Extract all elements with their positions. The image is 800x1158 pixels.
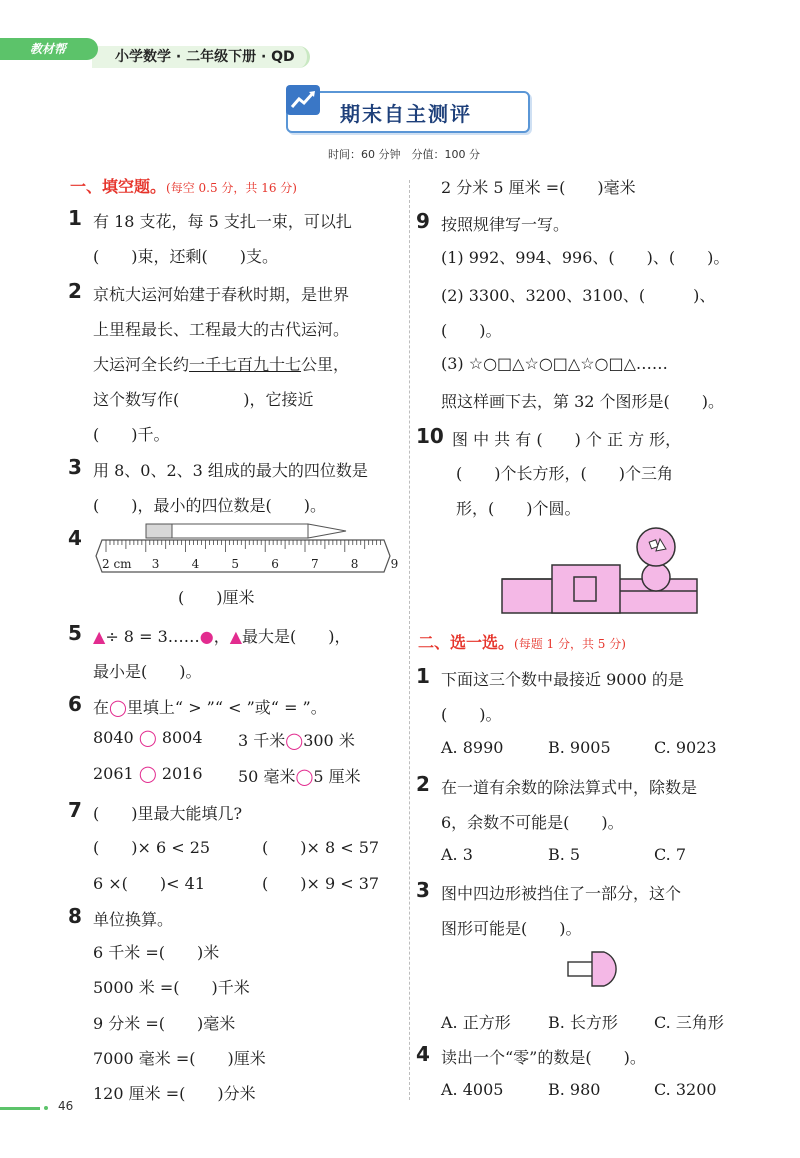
page-number: 46 — [58, 1099, 74, 1113]
ruler-label: 7 — [311, 557, 319, 571]
q7-line1: ( )里最大能填几? — [93, 804, 243, 823]
s2-q3-number: 3 — [416, 878, 430, 902]
q3-number: 3 — [68, 455, 82, 479]
option-a[interactable]: A. 4005 — [441, 1080, 504, 1099]
s2-q1-line1: 下面这三个数中最接近 9000 的是 — [441, 670, 684, 689]
q2-line4: 这个数写作( )，它接近 — [93, 390, 314, 409]
q7-r2b: ( )× 9 < 37 — [262, 874, 380, 893]
q7-number: 7 — [68, 798, 82, 822]
triangle-icon: ▲ — [93, 627, 106, 646]
option-c[interactable]: C. 三角形 — [654, 1013, 724, 1032]
s2-q3-line2: 图形可能是( )。 — [441, 919, 582, 938]
s2-q4-line1: 读出一个“零”的数是( )。 — [441, 1048, 646, 1067]
s2-q2-line2: 6，余数不可能是( )。 — [441, 813, 624, 832]
s2-q2-number: 2 — [416, 772, 430, 796]
q5-number: 5 — [68, 621, 82, 645]
circle-icon: ◯ — [285, 731, 304, 750]
ruler-pencil-figure — [92, 520, 399, 582]
option-b[interactable]: B. 5 — [548, 845, 581, 864]
s2-q1-number: 1 — [416, 664, 430, 688]
q8-item: 7000 毫米 =( )厘米 — [93, 1049, 266, 1068]
underlined-number: 一千七百九十七 — [189, 355, 302, 374]
dot-icon: ● — [199, 627, 214, 646]
q8-item: 6 千米 =( )米 — [93, 943, 220, 962]
q5-line2: 最小是( )。 — [93, 662, 202, 681]
q9-number: 9 — [416, 209, 430, 233]
page-title: 期末自主测评 — [340, 102, 472, 126]
circle-icon: ◯ — [138, 764, 157, 783]
q6-row2b: 50 毫米◯5 厘米 — [238, 767, 361, 786]
q7-r1a: ( )× 6 < 25 — [93, 838, 211, 857]
q6-row2: 2061 ◯ 2016 — [93, 764, 203, 783]
ruler-icon — [96, 540, 390, 572]
q10-line2: ( )个长方形，( )个三角 — [456, 464, 673, 483]
triangle-icon: ▲ — [229, 627, 243, 646]
s2-q2-line1: 在一道有余数的除法算式中，除数是 — [441, 778, 698, 797]
pencil-icon — [146, 524, 346, 538]
chart-trend-icon — [286, 85, 320, 115]
time-score: 时间：60 分钟 分值：100 分 — [328, 148, 480, 161]
q9-line5: (3) ☆○□△☆○□△☆○□△…… — [441, 354, 668, 373]
footer-dot — [44, 1106, 48, 1110]
option-b[interactable]: B. 长方形 — [548, 1013, 618, 1032]
q9-line6: 照这样画下去，第 32 个图形是( )。 — [441, 392, 725, 411]
ruler-label: 6 — [271, 557, 279, 571]
q8-number: 8 — [68, 904, 82, 928]
q8-item: 5000 米 =( )千米 — [93, 978, 250, 997]
q3-line2: ( )，最小的四位数是( )。 — [93, 496, 326, 515]
q8-line1: 单位换算。 — [93, 910, 174, 929]
q7-r1b: ( )× 8 < 57 — [262, 838, 380, 857]
hidden-quadrilateral-figure — [564, 948, 626, 988]
ruler-label: 2 cm — [102, 557, 132, 571]
s2-q4-number: 4 — [416, 1042, 430, 1066]
option-c[interactable]: C. 3200 — [654, 1080, 717, 1099]
option-a[interactable]: A. 正方形 — [441, 1013, 511, 1032]
s2-q3-line1: 图中四边形被挡住了一部分，这个 — [441, 884, 682, 903]
q1-number: 1 — [68, 206, 82, 230]
q7-r2a: 6 ×( )< 41 — [93, 874, 206, 893]
q10-shapes-figure — [500, 525, 700, 617]
q1-line1: 有 18 支花，每 5 支扎一束，可以扎 — [93, 212, 352, 231]
q2-line3: 大运河全长约一千七百九十七公里， — [93, 355, 350, 374]
q9-line3: (2) 3300、3200、3100、( )、 — [441, 286, 716, 305]
footer-bar — [0, 1107, 40, 1110]
section-1-heading: 一、填空题。(每空 0.5 分，共 16 分) — [70, 177, 297, 196]
q6-row1: 8040 ◯ 8004 — [93, 728, 203, 747]
q3-line1: 用 8、0、2、3 组成的最大的四位数是 — [93, 461, 368, 480]
q2-line5: ( )千。 — [93, 425, 170, 444]
q4-number: 4 — [68, 526, 82, 550]
q10-number: 10 — [416, 424, 444, 448]
header-tag: 教材帮 — [30, 42, 67, 56]
q8-item: 120 厘米 =( )分米 — [93, 1084, 256, 1103]
option-b[interactable]: B. 980 — [548, 1080, 601, 1099]
circle-icon: ◯ — [109, 698, 127, 717]
ruler-label: 9 — [390, 557, 399, 571]
circle-icon: ◯ — [295, 767, 314, 786]
q4-answer: ( )厘米 — [178, 588, 255, 607]
s2-q1-line2: ( )。 — [441, 705, 502, 724]
option-a[interactable]: A. 3 — [441, 845, 473, 864]
q9-line4: ( )。 — [441, 321, 502, 340]
q8-item: 9 分米 =( )毫米 — [93, 1014, 236, 1033]
ruler-label: 3 — [151, 557, 160, 571]
q1-line2: ( )束，还剩( )支。 — [93, 247, 278, 266]
q5-line1: ▲÷ 8 = 3……●，▲最大是( )， — [93, 627, 351, 646]
option-b[interactable]: B. 9005 — [548, 738, 611, 757]
q2-number: 2 — [68, 279, 82, 303]
ruler-label: 4 — [191, 557, 200, 571]
q8-item: 2 分米 5 厘米 =( )毫米 — [441, 178, 636, 197]
option-a[interactable]: A. 8990 — [441, 738, 504, 757]
option-c[interactable]: C. 7 — [654, 845, 687, 864]
q9-line1: 按照规律写一写。 — [441, 215, 570, 234]
q6-number: 6 — [68, 692, 82, 716]
option-c[interactable]: C. 9023 — [654, 738, 717, 757]
q10-line3: 形，( )个圆。 — [456, 499, 581, 518]
book-title: 小学数学 · 二年级下册 · QD — [115, 49, 295, 65]
q6-line1: 在◯里填上“ > ”“ < ”或“ = ”。 — [93, 698, 327, 717]
column-divider — [409, 180, 410, 1100]
ruler-label: 5 — [231, 557, 240, 571]
section-2-heading: 二、选一选。(每题 1 分，共 5 分) — [418, 633, 626, 652]
circle-icon: ◯ — [138, 728, 157, 747]
q9-line2: (1) 992、994、996、( )、( )。 — [441, 248, 730, 267]
q2-line2: 上里程最长、工程最大的古代运河。 — [93, 320, 350, 339]
ruler-label: 8 — [350, 557, 359, 571]
q2-line1: 京杭大运河始建于春秋时期，是世界 — [93, 285, 350, 304]
q6-row1b: 3 千米◯300 米 — [238, 731, 355, 750]
q10-line1: 图 中 共 有 ( ) 个 正 方 形， — [452, 430, 682, 449]
